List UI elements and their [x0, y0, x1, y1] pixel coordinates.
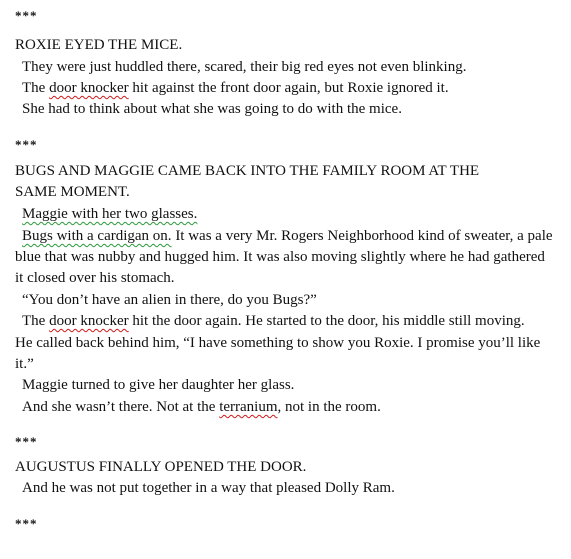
- section-separator: ***: [15, 137, 38, 152]
- text: , not in the room.: [277, 399, 381, 415]
- grammar-flagged-text: Maggie with her two glasses.: [22, 206, 198, 222]
- misspelled-word: door knocker: [49, 313, 129, 329]
- misspelled-word: door knocker: [49, 80, 129, 96]
- grammar-flagged-text: Bugs with a cardigan on.: [22, 228, 172, 244]
- section-separator: ***: [15, 434, 38, 449]
- paragraph: [22, 203, 197, 225]
- section-heading: BUGS AND MAGGIE CAME BACK INTO THE FAMILY ROOM AT THE: [15, 163, 480, 179]
- paragraph: “You don’t have an alien in there, do you Bugs?”: [22, 292, 317, 308]
- paragraph: [22, 396, 381, 418]
- paragraph: [22, 310, 525, 332]
- paragraph-continuation: it.”: [15, 356, 34, 372]
- section-separator: ***: [15, 516, 38, 531]
- text: hit the door again. He started to the door, his middle still moving.: [128, 313, 525, 329]
- paragraph: They were just huddled there, scared, their big red eyes not even blinking.: [22, 59, 467, 75]
- text: hit against the front door again, but Roxie ignored it.: [128, 80, 449, 96]
- text: The: [22, 80, 50, 96]
- paragraph: And he was not put together in a way that pleased Dolly Ram.: [22, 480, 395, 496]
- misspelled-word: terranium: [219, 399, 278, 415]
- text: It was a very Mr. Rogers Neighborhood kind of sweater, a pale: [171, 228, 553, 244]
- paragraph-continuation: He called back behind him, “I have something to show you Roxie. I promise you’ll like: [15, 335, 541, 351]
- paragraph: [22, 225, 553, 247]
- section-heading: ROXIE EYED THE MICE.: [15, 37, 183, 53]
- section-heading: SAME MOMENT.: [15, 184, 130, 200]
- paragraph: Maggie turned to give her daughter her glass.: [22, 377, 295, 393]
- paragraph-continuation: blue that was nubby and hugged him. It was also moving slightly where he had gathered: [15, 249, 545, 265]
- section-heading: AUGUSTUS FINALLY OPENED THE DOOR.: [15, 459, 307, 475]
- section-separator: ***: [15, 8, 38, 23]
- text: And she wasn’t there. Not at the: [22, 399, 220, 415]
- paragraph: [22, 77, 449, 99]
- paragraph: She had to think about what she was going to do with the mice.: [22, 101, 402, 117]
- paragraph-continuation: it closed over his stomach.: [15, 270, 175, 286]
- text: The: [22, 313, 50, 329]
